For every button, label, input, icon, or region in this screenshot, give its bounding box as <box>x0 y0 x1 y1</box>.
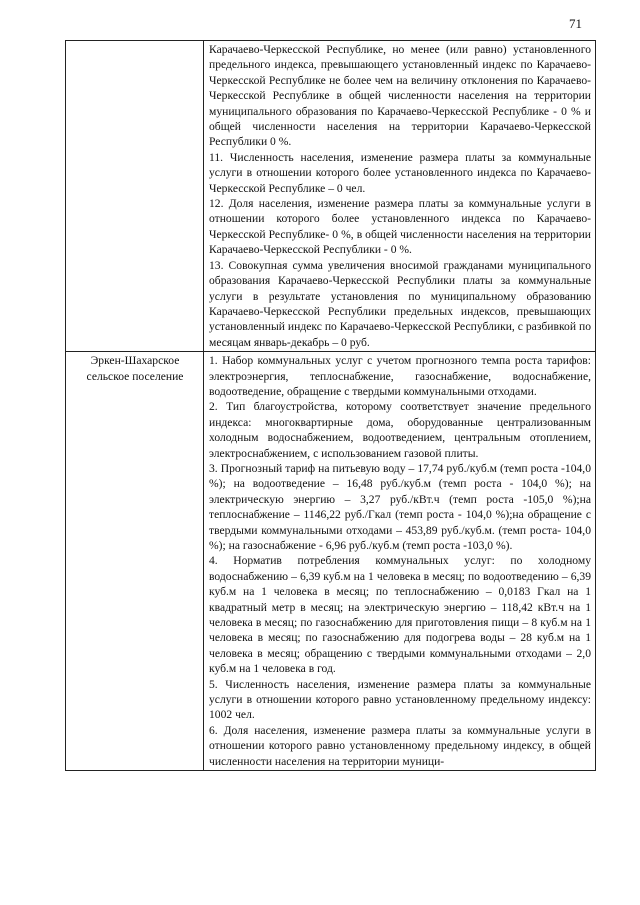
indicator-paragraph: 3. Прогнозный тариф на питьевую воду – 17,74 руб./куб.м (темп роста -104,0 %); на водоотведение – 16,48 руб./куб.м (темп роста - 104,0 %); на электрическую энергию – 3,27 руб./кВт.ч (темп роста -105,0 %);на теплоснабжение – 1146,22 руб./Гкал (темп роста - 104,0 %);на обращение с твердыми коммунальными отходами – 453,89 руб./куб.м. (темп роста- 104,0 %); на газоснабжение - 6,96 руб./куб.м (темп роста -103,0 %). <box>209 461 591 552</box>
indicator-paragraph: 5. Численность населения, изменение размера платы за коммунальные услуги в отношении которого равно установленному предельному индексу: 1002 чел. <box>209 677 591 722</box>
indicator-paragraph: 2. Тип благоустройства, которому соответствует значение предельного индекса: многоквартирные дома, оборудованные централизованным холодным водоснабжением, водоотведением, центральным отоплением, электроснабжением, с использованием газовой плиты. <box>209 400 591 460</box>
document-table <box>65 40 596 771</box>
indicator-paragraph: 1. Набор коммунальных услуг с учетом прогнозного темпа роста тарифов: электроэнергия, теплоснабжение, газоснабжение, водоснабжение, водоотведение, обращение с твердыми коммунальными отходами. <box>209 354 591 398</box>
page-number: 71 <box>569 16 582 31</box>
table-row <box>66 352 596 771</box>
municipality-cell <box>66 352 204 771</box>
indicator-paragraph: 4. Норматив потребления коммунальных услуг: по холодному водоснабжению – 6,39 куб.м на 1 человека в месяц; по водоотведению – 6,39 куб.м на 1 человека в месяц; по теплоснабжению – 0,0183 Гкал на 1 квадратный метр в месяц; на электрическую энергию – 118,42 кВт.ч на 1 человека в месяц; по газоснабжению для приготовления пищи – 8 куб.м на 1 человека в месяц; по газоснабжению для подогрева воды – 28 куб.м на 1 человека в месяц; обращению с твердыми коммунальными отходами – 2,0 куб.м на 1 человека в год. <box>209 554 591 676</box>
indicator-paragraph: 13. Совокупная сумма увеличения вносимой гражданами муниципального образования Карачаево-Черкесской Республики платы за коммунальные услуги в результате установления по муниципальному образованию Карачаево-Черкесской Республики предельных индексов, превышающих установленный индекс по Карачаево-Черкесской Республики, с разбивкой по месяцам январь-декабрь – 0 руб. <box>209 258 591 349</box>
indicator-paragraph: 11. Численность населения, изменение размера платы за коммунальные услуги в отношении которого более установленного индекса по Карачаево-Черкесской Республике – 0 чел. <box>209 150 591 195</box>
indicator-paragraph: Карачаево-Черкесской Республике, но менее (или равно) установленного предельного индекса, превышающего установленный индекс по Карачаево-Черкесской Республике не более чем на величину отклонения по Карачаево-Черкесской Республике в общей численности населения на территории муниципального образования по Карачаево-Черкесской Республике - 0 % и общей численности населения на территории Карачаево-Черкесской Республики 0 %. <box>209 43 591 149</box>
indicator-paragraph: 12. Доля населения, изменение размера платы за коммунальные услуги в отношении которого более установленного индекса по Карачаево-Черкесской Республике- 0 %, в общей численности населения на территории Карачаево-Черкесской Республики - 0 %. <box>209 197 591 257</box>
table-row <box>66 41 596 352</box>
indicators-cell <box>204 352 596 771</box>
indicator-paragraph: 6. Доля населения, изменение размера платы за коммунальные услуги в отношении которого равно установленному предельному индексу, в общей численности населения на территории муници- <box>209 723 591 768</box>
municipality-name: Эркен-Шахарское сельское поселение <box>86 354 184 383</box>
indicators-cell <box>204 41 596 352</box>
municipality-cell <box>66 41 204 352</box>
